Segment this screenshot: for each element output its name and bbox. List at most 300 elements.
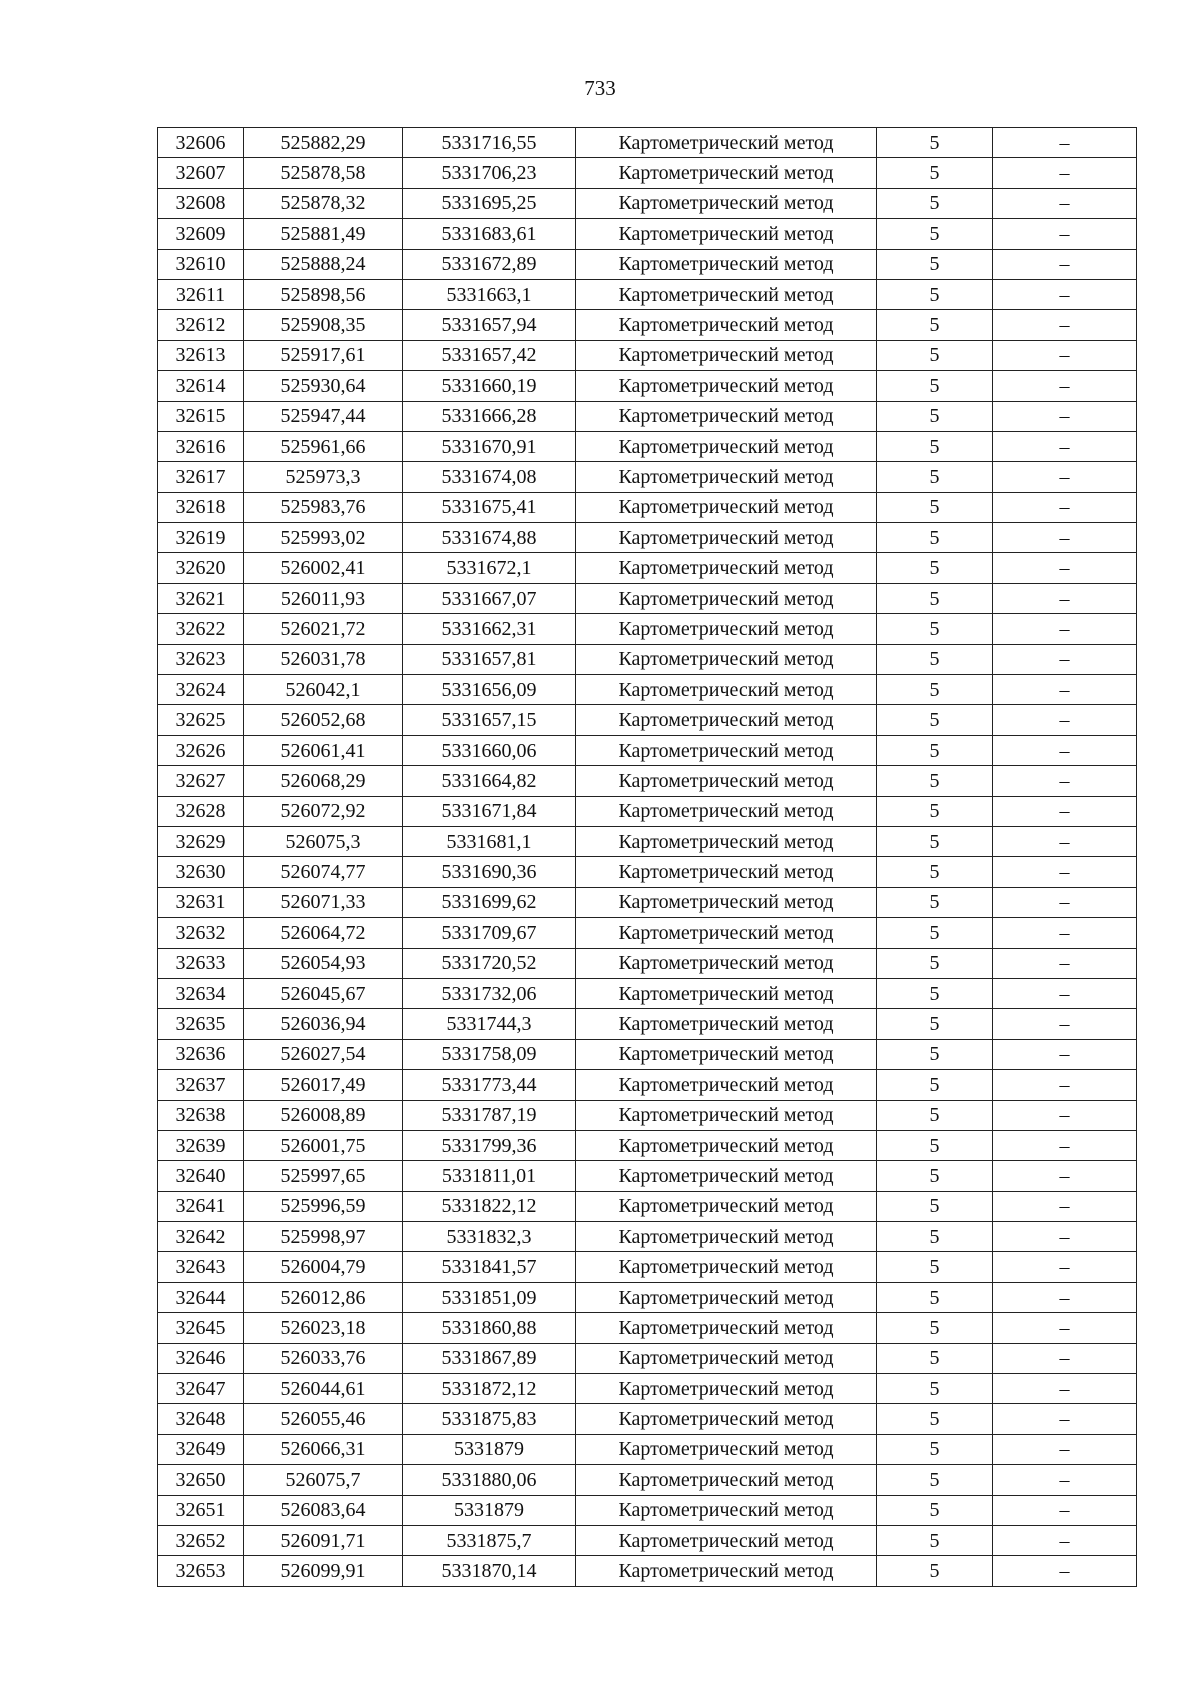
table-row bbox=[158, 1191, 1137, 1221]
table-row bbox=[158, 857, 1137, 887]
point-number-cell: 32653 bbox=[158, 1556, 244, 1586]
method-cell: Картометрический метод bbox=[576, 462, 877, 492]
note-cell: – bbox=[993, 158, 1137, 188]
note-cell: – bbox=[993, 705, 1137, 735]
x-coordinate-cell: 526027,54 bbox=[244, 1039, 403, 1069]
accuracy-cell: 5 bbox=[877, 523, 993, 553]
note-cell: – bbox=[993, 675, 1137, 705]
point-number-cell: 32648 bbox=[158, 1404, 244, 1434]
note-cell: – bbox=[993, 948, 1137, 978]
x-coordinate-cell: 525878,58 bbox=[244, 158, 403, 188]
point-number-cell: 32650 bbox=[158, 1465, 244, 1495]
y-coordinate-cell: 5331706,23 bbox=[403, 158, 576, 188]
method-cell: Картометрический метод bbox=[576, 948, 877, 978]
y-coordinate-cell: 5331667,07 bbox=[403, 583, 576, 613]
accuracy-cell: 5 bbox=[877, 371, 993, 401]
note-cell: – bbox=[993, 371, 1137, 401]
point-number-cell: 32621 bbox=[158, 583, 244, 613]
method-cell: Картометрический метод bbox=[576, 431, 877, 461]
y-coordinate-cell: 5331664,82 bbox=[403, 766, 576, 796]
x-coordinate-cell: 526052,68 bbox=[244, 705, 403, 735]
method-cell: Картометрический метод bbox=[576, 583, 877, 613]
table-row bbox=[158, 249, 1137, 279]
method-cell: Картометрический метод bbox=[576, 1556, 877, 1586]
table-row bbox=[158, 1465, 1137, 1495]
x-coordinate-cell: 525996,59 bbox=[244, 1191, 403, 1221]
point-number-cell: 32613 bbox=[158, 340, 244, 370]
accuracy-cell: 5 bbox=[877, 1556, 993, 1586]
y-coordinate-cell: 5331851,09 bbox=[403, 1282, 576, 1312]
y-coordinate-cell: 5331787,19 bbox=[403, 1100, 576, 1130]
note-cell: – bbox=[993, 796, 1137, 826]
y-coordinate-cell: 5331666,28 bbox=[403, 401, 576, 431]
x-coordinate-cell: 526083,64 bbox=[244, 1495, 403, 1525]
coordinates-table-body bbox=[158, 128, 1137, 1587]
y-coordinate-cell: 5331744,3 bbox=[403, 1009, 576, 1039]
point-number-cell: 32628 bbox=[158, 796, 244, 826]
method-cell: Картометрический метод bbox=[576, 279, 877, 309]
method-cell: Картометрический метод bbox=[576, 978, 877, 1008]
accuracy-cell: 5 bbox=[877, 462, 993, 492]
x-coordinate-cell: 526068,29 bbox=[244, 766, 403, 796]
method-cell: Картометрический метод bbox=[576, 310, 877, 340]
point-number-cell: 32634 bbox=[158, 978, 244, 1008]
accuracy-cell: 5 bbox=[877, 188, 993, 218]
point-number-cell: 32641 bbox=[158, 1191, 244, 1221]
table-row bbox=[158, 1495, 1137, 1525]
point-number-cell: 32629 bbox=[158, 826, 244, 856]
y-coordinate-cell: 5331695,25 bbox=[403, 188, 576, 218]
accuracy-cell: 5 bbox=[877, 644, 993, 674]
x-coordinate-cell: 526002,41 bbox=[244, 553, 403, 583]
note-cell: – bbox=[993, 887, 1137, 917]
method-cell: Картометрический метод bbox=[576, 675, 877, 705]
note-cell: – bbox=[993, 1070, 1137, 1100]
point-number-cell: 32645 bbox=[158, 1313, 244, 1343]
accuracy-cell: 5 bbox=[877, 1070, 993, 1100]
accuracy-cell: 5 bbox=[877, 431, 993, 461]
method-cell: Картометрический метод bbox=[576, 705, 877, 735]
x-coordinate-cell: 525882,29 bbox=[244, 128, 403, 158]
table-row bbox=[158, 735, 1137, 765]
point-number-cell: 32626 bbox=[158, 735, 244, 765]
table-row bbox=[158, 826, 1137, 856]
table-row bbox=[158, 1525, 1137, 1555]
note-cell: – bbox=[993, 1495, 1137, 1525]
x-coordinate-cell: 525993,02 bbox=[244, 523, 403, 553]
x-coordinate-cell: 525908,35 bbox=[244, 310, 403, 340]
coordinates-table bbox=[157, 127, 1137, 1587]
y-coordinate-cell: 5331660,06 bbox=[403, 735, 576, 765]
method-cell: Картометрический метод bbox=[576, 188, 877, 218]
point-number-cell: 32625 bbox=[158, 705, 244, 735]
y-coordinate-cell: 5331672,89 bbox=[403, 249, 576, 279]
x-coordinate-cell: 526008,89 bbox=[244, 1100, 403, 1130]
y-coordinate-cell: 5331870,14 bbox=[403, 1556, 576, 1586]
point-number-cell: 32637 bbox=[158, 1070, 244, 1100]
method-cell: Картометрический метод bbox=[576, 1343, 877, 1373]
y-coordinate-cell: 5331860,88 bbox=[403, 1313, 576, 1343]
method-cell: Картометрический метод bbox=[576, 371, 877, 401]
accuracy-cell: 5 bbox=[877, 735, 993, 765]
y-coordinate-cell: 5331758,09 bbox=[403, 1039, 576, 1069]
method-cell: Картометрический метод bbox=[576, 766, 877, 796]
method-cell: Картометрический метод bbox=[576, 796, 877, 826]
note-cell: – bbox=[993, 1009, 1137, 1039]
point-number-cell: 32633 bbox=[158, 948, 244, 978]
point-number-cell: 32620 bbox=[158, 553, 244, 583]
method-cell: Картометрический метод bbox=[576, 887, 877, 917]
note-cell: – bbox=[993, 1100, 1137, 1130]
note-cell: – bbox=[993, 279, 1137, 309]
note-cell: – bbox=[993, 1252, 1137, 1282]
accuracy-cell: 5 bbox=[877, 1343, 993, 1373]
method-cell: Картометрический метод bbox=[576, 1039, 877, 1069]
table-row bbox=[158, 1039, 1137, 1069]
note-cell: – bbox=[993, 310, 1137, 340]
note-cell: – bbox=[993, 188, 1137, 218]
note-cell: – bbox=[993, 1161, 1137, 1191]
y-coordinate-cell: 5331660,19 bbox=[403, 371, 576, 401]
y-coordinate-cell: 5331681,1 bbox=[403, 826, 576, 856]
method-cell: Картометрический метод bbox=[576, 1252, 877, 1282]
point-number-cell: 32632 bbox=[158, 918, 244, 948]
note-cell: – bbox=[993, 1313, 1137, 1343]
accuracy-cell: 5 bbox=[877, 340, 993, 370]
accuracy-cell: 5 bbox=[877, 1465, 993, 1495]
y-coordinate-cell: 5331662,31 bbox=[403, 614, 576, 644]
accuracy-cell: 5 bbox=[877, 1252, 993, 1282]
y-coordinate-cell: 5331657,81 bbox=[403, 644, 576, 674]
note-cell: – bbox=[993, 340, 1137, 370]
x-coordinate-cell: 525878,32 bbox=[244, 188, 403, 218]
note-cell: – bbox=[993, 249, 1137, 279]
point-number-cell: 32615 bbox=[158, 401, 244, 431]
note-cell: – bbox=[993, 857, 1137, 887]
method-cell: Картометрический метод bbox=[576, 735, 877, 765]
table-row bbox=[158, 219, 1137, 249]
y-coordinate-cell: 5331879 bbox=[403, 1495, 576, 1525]
table-row bbox=[158, 371, 1137, 401]
point-number-cell: 32652 bbox=[158, 1525, 244, 1555]
table-row bbox=[158, 1009, 1137, 1039]
table-row bbox=[158, 553, 1137, 583]
table-row bbox=[158, 1100, 1137, 1130]
y-coordinate-cell: 5331867,89 bbox=[403, 1343, 576, 1373]
table-row bbox=[158, 705, 1137, 735]
x-coordinate-cell: 525888,24 bbox=[244, 249, 403, 279]
accuracy-cell: 5 bbox=[877, 887, 993, 917]
table-row bbox=[158, 1313, 1137, 1343]
point-number-cell: 32619 bbox=[158, 523, 244, 553]
x-coordinate-cell: 526017,49 bbox=[244, 1070, 403, 1100]
note-cell: – bbox=[993, 523, 1137, 553]
point-number-cell: 32644 bbox=[158, 1282, 244, 1312]
point-number-cell: 32631 bbox=[158, 887, 244, 917]
table-row bbox=[158, 188, 1137, 218]
point-number-cell: 32623 bbox=[158, 644, 244, 674]
method-cell: Картометрический метод bbox=[576, 918, 877, 948]
point-number-cell: 32614 bbox=[158, 371, 244, 401]
accuracy-cell: 5 bbox=[877, 553, 993, 583]
x-coordinate-cell: 526075,3 bbox=[244, 826, 403, 856]
method-cell: Картометрический метод bbox=[576, 1009, 877, 1039]
y-coordinate-cell: 5331670,91 bbox=[403, 431, 576, 461]
y-coordinate-cell: 5331875,7 bbox=[403, 1525, 576, 1555]
method-cell: Картометрический метод bbox=[576, 553, 877, 583]
y-coordinate-cell: 5331657,15 bbox=[403, 705, 576, 735]
method-cell: Картометрический метод bbox=[576, 857, 877, 887]
method-cell: Картометрический метод bbox=[576, 1191, 877, 1221]
note-cell: – bbox=[993, 1374, 1137, 1404]
accuracy-cell: 5 bbox=[877, 948, 993, 978]
x-coordinate-cell: 526023,18 bbox=[244, 1313, 403, 1343]
table-row bbox=[158, 1282, 1137, 1312]
accuracy-cell: 5 bbox=[877, 1100, 993, 1130]
note-cell: – bbox=[993, 1222, 1137, 1252]
table-row bbox=[158, 1070, 1137, 1100]
y-coordinate-cell: 5331709,67 bbox=[403, 918, 576, 948]
note-cell: – bbox=[993, 1404, 1137, 1434]
y-coordinate-cell: 5331880,06 bbox=[403, 1465, 576, 1495]
method-cell: Картометрический метод bbox=[576, 1404, 877, 1434]
x-coordinate-cell: 526091,71 bbox=[244, 1525, 403, 1555]
accuracy-cell: 5 bbox=[877, 1525, 993, 1555]
point-number-cell: 32651 bbox=[158, 1495, 244, 1525]
y-coordinate-cell: 5331663,1 bbox=[403, 279, 576, 309]
table-row bbox=[158, 614, 1137, 644]
x-coordinate-cell: 526045,67 bbox=[244, 978, 403, 1008]
accuracy-cell: 5 bbox=[877, 1495, 993, 1525]
table-row bbox=[158, 279, 1137, 309]
x-coordinate-cell: 526044,61 bbox=[244, 1374, 403, 1404]
x-coordinate-cell: 526061,41 bbox=[244, 735, 403, 765]
accuracy-cell: 5 bbox=[877, 675, 993, 705]
x-coordinate-cell: 526064,72 bbox=[244, 918, 403, 948]
x-coordinate-cell: 525881,49 bbox=[244, 219, 403, 249]
note-cell: – bbox=[993, 583, 1137, 613]
point-number-cell: 32630 bbox=[158, 857, 244, 887]
method-cell: Картометрический метод bbox=[576, 1130, 877, 1160]
x-coordinate-cell: 526036,94 bbox=[244, 1009, 403, 1039]
method-cell: Картометрический метод bbox=[576, 1525, 877, 1555]
accuracy-cell: 5 bbox=[877, 492, 993, 522]
x-coordinate-cell: 525973,3 bbox=[244, 462, 403, 492]
accuracy-cell: 5 bbox=[877, 401, 993, 431]
y-coordinate-cell: 5331656,09 bbox=[403, 675, 576, 705]
note-cell: – bbox=[993, 1556, 1137, 1586]
x-coordinate-cell: 525898,56 bbox=[244, 279, 403, 309]
point-number-cell: 32636 bbox=[158, 1039, 244, 1069]
method-cell: Картометрический метод bbox=[576, 492, 877, 522]
accuracy-cell: 5 bbox=[877, 796, 993, 826]
note-cell: – bbox=[993, 1465, 1137, 1495]
table-row bbox=[158, 1222, 1137, 1252]
accuracy-cell: 5 bbox=[877, 978, 993, 1008]
table-row bbox=[158, 583, 1137, 613]
method-cell: Картометрический метод bbox=[576, 1495, 877, 1525]
accuracy-cell: 5 bbox=[877, 1161, 993, 1191]
table-row bbox=[158, 401, 1137, 431]
accuracy-cell: 5 bbox=[877, 279, 993, 309]
method-cell: Картометрический метод bbox=[576, 249, 877, 279]
point-number-cell: 32611 bbox=[158, 279, 244, 309]
note-cell: – bbox=[993, 1282, 1137, 1312]
y-coordinate-cell: 5331822,12 bbox=[403, 1191, 576, 1221]
method-cell: Картометрический метод bbox=[576, 1465, 877, 1495]
table-row bbox=[158, 492, 1137, 522]
note-cell: – bbox=[993, 1191, 1137, 1221]
y-coordinate-cell: 5331879 bbox=[403, 1434, 576, 1464]
table-row bbox=[158, 1130, 1137, 1160]
method-cell: Картометрический метод bbox=[576, 1070, 877, 1100]
accuracy-cell: 5 bbox=[877, 1282, 993, 1312]
note-cell: – bbox=[993, 644, 1137, 674]
x-coordinate-cell: 526055,46 bbox=[244, 1404, 403, 1434]
accuracy-cell: 5 bbox=[877, 614, 993, 644]
point-number-cell: 32640 bbox=[158, 1161, 244, 1191]
point-number-cell: 32646 bbox=[158, 1343, 244, 1373]
accuracy-cell: 5 bbox=[877, 1434, 993, 1464]
table-row bbox=[158, 310, 1137, 340]
x-coordinate-cell: 526012,86 bbox=[244, 1282, 403, 1312]
y-coordinate-cell: 5331675,41 bbox=[403, 492, 576, 522]
note-cell: – bbox=[993, 1525, 1137, 1555]
point-number-cell: 32643 bbox=[158, 1252, 244, 1282]
method-cell: Картометрический метод bbox=[576, 644, 877, 674]
accuracy-cell: 5 bbox=[877, 583, 993, 613]
point-number-cell: 32608 bbox=[158, 188, 244, 218]
note-cell: – bbox=[993, 918, 1137, 948]
x-coordinate-cell: 526099,91 bbox=[244, 1556, 403, 1586]
accuracy-cell: 5 bbox=[877, 705, 993, 735]
accuracy-cell: 5 bbox=[877, 1404, 993, 1434]
y-coordinate-cell: 5331832,3 bbox=[403, 1222, 576, 1252]
method-cell: Картометрический метод bbox=[576, 614, 877, 644]
x-coordinate-cell: 525917,61 bbox=[244, 340, 403, 370]
accuracy-cell: 5 bbox=[877, 1039, 993, 1069]
x-coordinate-cell: 526001,75 bbox=[244, 1130, 403, 1160]
x-coordinate-cell: 526004,79 bbox=[244, 1252, 403, 1282]
table-row bbox=[158, 1404, 1137, 1434]
note-cell: – bbox=[993, 978, 1137, 1008]
point-number-cell: 32610 bbox=[158, 249, 244, 279]
y-coordinate-cell: 5331872,12 bbox=[403, 1374, 576, 1404]
note-cell: – bbox=[993, 766, 1137, 796]
note-cell: – bbox=[993, 1343, 1137, 1373]
note-cell: – bbox=[993, 1434, 1137, 1464]
x-coordinate-cell: 526071,33 bbox=[244, 887, 403, 917]
table-row bbox=[158, 766, 1137, 796]
y-coordinate-cell: 5331674,08 bbox=[403, 462, 576, 492]
table-row bbox=[158, 1161, 1137, 1191]
table-row bbox=[158, 1252, 1137, 1282]
method-cell: Картометрический метод bbox=[576, 1282, 877, 1312]
note-cell: – bbox=[993, 614, 1137, 644]
accuracy-cell: 5 bbox=[877, 1009, 993, 1039]
point-number-cell: 32618 bbox=[158, 492, 244, 522]
table-row bbox=[158, 1434, 1137, 1464]
y-coordinate-cell: 5331841,57 bbox=[403, 1252, 576, 1282]
x-coordinate-cell: 525983,76 bbox=[244, 492, 403, 522]
x-coordinate-cell: 525997,65 bbox=[244, 1161, 403, 1191]
y-coordinate-cell: 5331773,44 bbox=[403, 1070, 576, 1100]
y-coordinate-cell: 5331732,06 bbox=[403, 978, 576, 1008]
method-cell: Картометрический метод bbox=[576, 523, 877, 553]
note-cell: – bbox=[993, 826, 1137, 856]
note-cell: – bbox=[993, 1039, 1137, 1069]
y-coordinate-cell: 5331671,84 bbox=[403, 796, 576, 826]
method-cell: Картометрический метод bbox=[576, 1374, 877, 1404]
y-coordinate-cell: 5331683,61 bbox=[403, 219, 576, 249]
accuracy-cell: 5 bbox=[877, 918, 993, 948]
table-row bbox=[158, 431, 1137, 461]
point-number-cell: 32609 bbox=[158, 219, 244, 249]
y-coordinate-cell: 5331799,36 bbox=[403, 1130, 576, 1160]
method-cell: Картометрический метод bbox=[576, 1434, 877, 1464]
y-coordinate-cell: 5331875,83 bbox=[403, 1404, 576, 1434]
x-coordinate-cell: 526074,77 bbox=[244, 857, 403, 887]
point-number-cell: 32624 bbox=[158, 675, 244, 705]
x-coordinate-cell: 525947,44 bbox=[244, 401, 403, 431]
point-number-cell: 32647 bbox=[158, 1374, 244, 1404]
y-coordinate-cell: 5331811,01 bbox=[403, 1161, 576, 1191]
table-row bbox=[158, 523, 1137, 553]
table-row bbox=[158, 158, 1137, 188]
note-cell: – bbox=[993, 492, 1137, 522]
y-coordinate-cell: 5331672,1 bbox=[403, 553, 576, 583]
x-coordinate-cell: 525930,64 bbox=[244, 371, 403, 401]
accuracy-cell: 5 bbox=[877, 1191, 993, 1221]
method-cell: Картометрический метод bbox=[576, 158, 877, 188]
method-cell: Картометрический метод bbox=[576, 340, 877, 370]
accuracy-cell: 5 bbox=[877, 158, 993, 188]
point-number-cell: 32639 bbox=[158, 1130, 244, 1160]
accuracy-cell: 5 bbox=[877, 128, 993, 158]
accuracy-cell: 5 bbox=[877, 249, 993, 279]
note-cell: – bbox=[993, 462, 1137, 492]
x-coordinate-cell: 525961,66 bbox=[244, 431, 403, 461]
y-coordinate-cell: 5331674,88 bbox=[403, 523, 576, 553]
x-coordinate-cell: 526021,72 bbox=[244, 614, 403, 644]
point-number-cell: 32649 bbox=[158, 1434, 244, 1464]
table-row bbox=[158, 918, 1137, 948]
point-number-cell: 32616 bbox=[158, 431, 244, 461]
table-row bbox=[158, 128, 1137, 158]
x-coordinate-cell: 526042,1 bbox=[244, 675, 403, 705]
note-cell: – bbox=[993, 401, 1137, 431]
point-number-cell: 32606 bbox=[158, 128, 244, 158]
method-cell: Картометрический метод bbox=[576, 1100, 877, 1130]
point-number-cell: 32622 bbox=[158, 614, 244, 644]
note-cell: – bbox=[993, 735, 1137, 765]
table-row bbox=[158, 948, 1137, 978]
point-number-cell: 32642 bbox=[158, 1222, 244, 1252]
accuracy-cell: 5 bbox=[877, 857, 993, 887]
accuracy-cell: 5 bbox=[877, 219, 993, 249]
table-row bbox=[158, 644, 1137, 674]
point-number-cell: 32617 bbox=[158, 462, 244, 492]
point-number-cell: 32635 bbox=[158, 1009, 244, 1039]
note-cell: – bbox=[993, 553, 1137, 583]
y-coordinate-cell: 5331699,62 bbox=[403, 887, 576, 917]
table-row bbox=[158, 675, 1137, 705]
x-coordinate-cell: 526075,7 bbox=[244, 1465, 403, 1495]
y-coordinate-cell: 5331720,52 bbox=[403, 948, 576, 978]
point-number-cell: 32607 bbox=[158, 158, 244, 188]
table-row bbox=[158, 462, 1137, 492]
note-cell: – bbox=[993, 219, 1137, 249]
